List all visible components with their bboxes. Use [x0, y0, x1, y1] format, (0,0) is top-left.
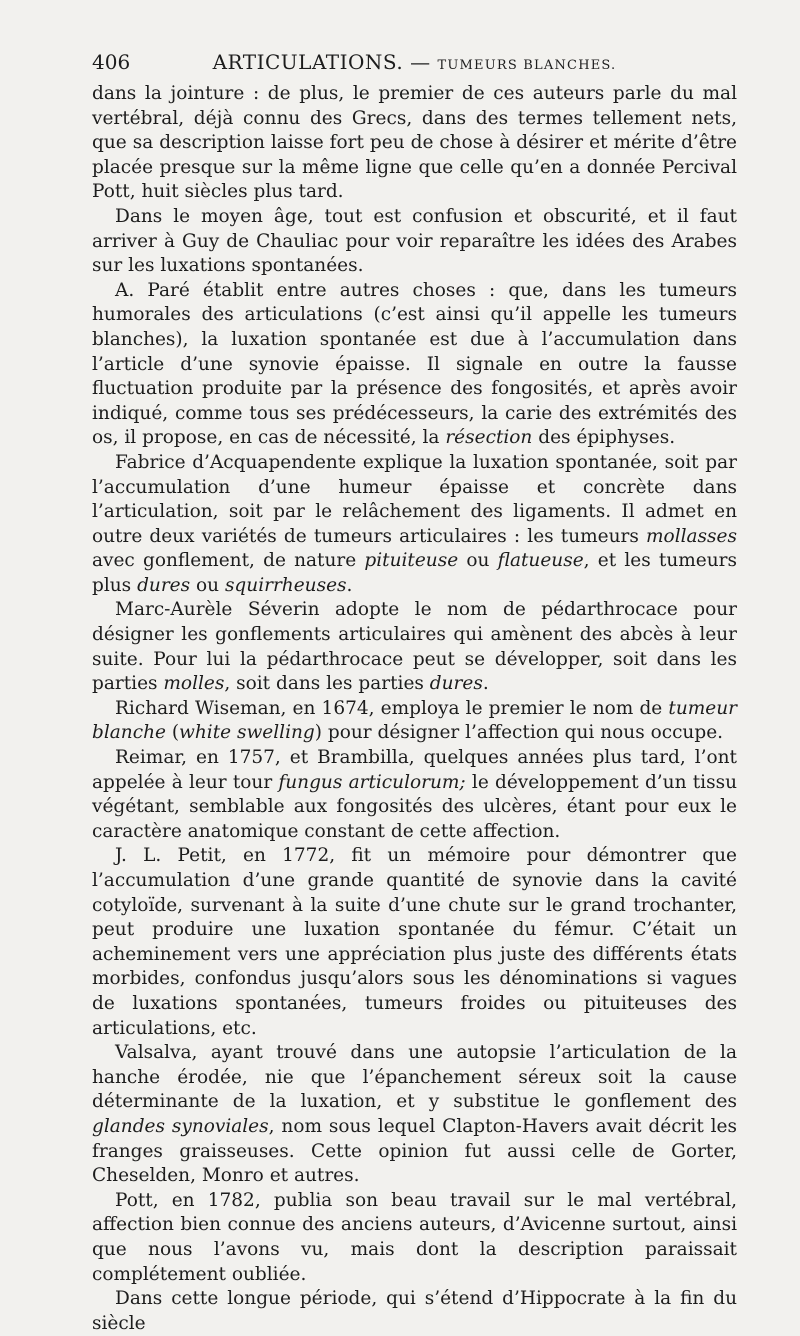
italic-text: pituiteuse	[364, 550, 459, 572]
text-run: Richard Wiseman, en 1674, employa le premier le nom de	[115, 697, 669, 719]
italic-text: fungus articulorum;	[278, 771, 466, 793]
chapter-title: ARTICULATIONS.	[212, 50, 404, 74]
paragraph	[92, 1041, 737, 1189]
text-run: dans la jointure : de plus, le premier de ces auteurs parle du mal vertébral, déjà connu des Grecs, dans des termes tellement nets, que sa description laisse fort peu de chose à désirer et mérite d’être placée presque sur la même ligne que celle qu’en a donnée Percival Pott, huit siècles plus tard.	[92, 83, 737, 203]
text-run: .	[346, 574, 353, 596]
running-head	[92, 50, 737, 76]
paragraph	[92, 746, 737, 844]
page-number: 406	[92, 50, 131, 74]
text-run: Fabrice d’Acquapendente explique la luxation spontanée, soit par l’accumulation d’une humeur épaisse et concrète dans l’articulation, soit par le relâchement des ligaments. Il admet en outre deux variétés de tumeurs articulaires : les tumeurs	[92, 451, 737, 547]
italic-text: tumeur blanche	[92, 697, 737, 744]
paragraph	[92, 598, 737, 696]
paragraph	[92, 1189, 737, 1287]
text-run: , soit dans les parties	[224, 673, 430, 695]
italic-text: dures	[429, 673, 483, 695]
text-run: Marc-Aurèle Séverin adopte le nom de pédarthrocace pour désigner les gonflements articulaires qui amènent des abcès à leur suite. Pour lui la pédarthrocace peut se développer, soit dans les parties	[92, 599, 737, 695]
text-run: ou	[190, 574, 225, 596]
section-title: TUMEURS BLANCHES.	[437, 58, 617, 73]
paragraph	[92, 82, 737, 205]
italic-text: molles	[163, 673, 225, 695]
text-run: Dans cette longue période, qui s’étend d’Hippocrate à la fin du siècle	[92, 1288, 737, 1334]
paragraph	[92, 1287, 737, 1336]
paragraph	[92, 697, 737, 746]
italic-text: squirrheuses	[224, 574, 347, 596]
italic-text: dures	[137, 574, 191, 596]
text-run: .	[482, 673, 489, 695]
italic-text: flatueuse	[497, 550, 584, 572]
text-run: des épiphyses.	[532, 427, 676, 449]
italic-text: white swelling	[179, 722, 315, 744]
paragraph	[92, 205, 737, 279]
italic-text: mollasses	[646, 525, 737, 547]
book-page	[92, 50, 737, 1336]
paragraph	[92, 279, 737, 451]
text-run: J. L. Petit, en 1772, fit un mémoire pour démontrer que l’accumulation d’une grande quantité de synovie dans la cavité cotyloïde, survenant à la suite d’une chute sur le grand trochanter, peut produire une luxation spontanée du fémur. C’était un acheminement vers une appréciation plus juste des différents états morbides, confondus jusqu’alors sous les dénominations si vagues de luxations spontanées, tumeurs froides ou pituiteuses des articulations, etc.	[92, 845, 737, 1039]
text-run: Dans le moyen âge, tout est confusion et obscurité, et il faut arriver à Guy de Chauliac pour voir reparaître les idées des Arabes sur les luxations spontanées.	[92, 205, 737, 277]
text-run: Pott, en 1782, publia son beau travail sur le mal vertébral, affection bien connue des anciens auteurs, d’Avicenne surtout, ainsi que nous l’avons vu, mais dont la description paraissait complétement oubliée.	[92, 1189, 737, 1285]
text-run: avec gonflement, de nature	[92, 550, 365, 572]
text-run: Reimar, en 1757, et Brambilla, quelques années plus tard, l’ont appelée à leur tour	[92, 747, 737, 793]
text-run: ou	[458, 550, 498, 572]
italic-text: glandes synoviales	[92, 1115, 269, 1137]
text-run: le développement d’un tissu végétant, semblable aux fongosités des ulcères, étant pour eux le caractère anatomique constant de cette affection.	[92, 771, 738, 842]
body-text	[92, 82, 737, 1336]
text-run: , nom sous lequel Clapton-Havers avait décrit les franges graisseuses. Cette opinion fut aussi celle de Gorter, Cheselden, Monro et autres.	[92, 1115, 737, 1187]
text-run: Valsalva, ayant trouvé dans une autopsie l’articulation de la hanche érodée, nie que l’épanchement séreux soit la cause déterminante de la luxation, et y substitue le gonflement des	[92, 1042, 737, 1113]
text-run: A. Paré établit entre autres choses : que, dans les tumeurs humorales des articulations (c’est ainsi qu’il appelle les tumeurs blanches), la luxation spontanée est due à l’accumulation dans l’article d’une synovie épaisse. Il signale en outre la fausse fluctuation produite par la présence des fongosités, et après avoir indiqué, comme tous ses prédécesseurs, la carie des extrémités des os, il propose, en cas de nécessité, la	[92, 279, 737, 449]
italic-text: résection	[445, 427, 533, 449]
text-run: , et les tumeurs plus	[92, 550, 737, 596]
paragraph	[92, 844, 737, 1041]
paragraph	[92, 451, 737, 599]
text-run: (	[165, 722, 180, 744]
text-run: ) pour désigner l’affection qui nous occupe.	[314, 722, 724, 744]
title-dash: —	[403, 50, 438, 74]
running-title	[92, 50, 737, 74]
